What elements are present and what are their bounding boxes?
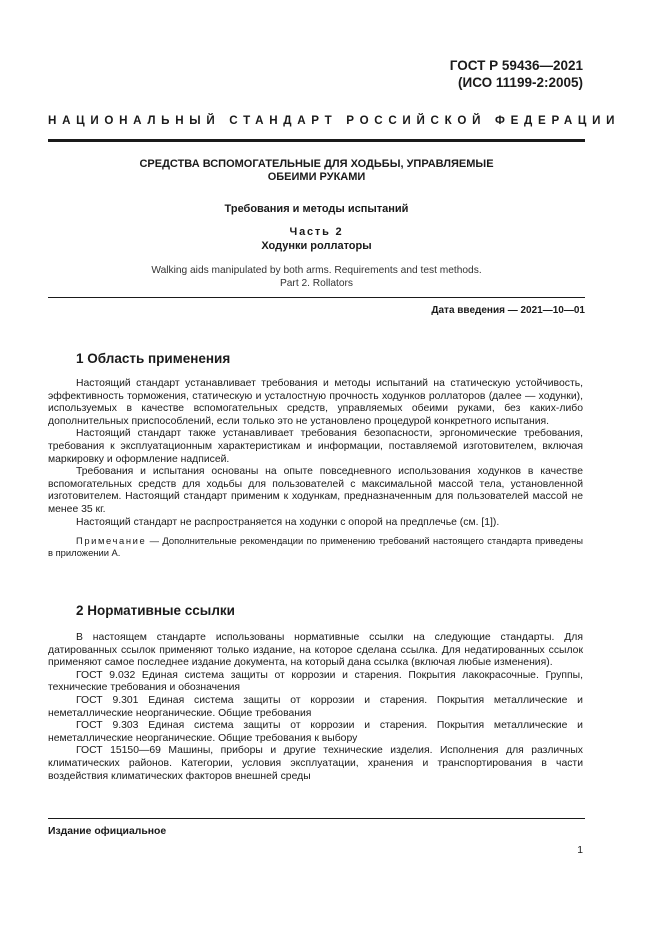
section-2-body [48,632,583,783]
standard-code-gost: ГОСТ Р 59436—2021 [449,58,583,73]
note [48,535,583,559]
part-number: Часть 2 [289,226,344,238]
note-text: — Дополнительные рекомендации по применению требований настоящего стандарта приведены в приложении А. [48,535,583,559]
reference-item: ГОСТ 9.303 Единая система защиты от коррозии и старения. Покрытия металлические и неметаллические неорганические. Общие требования к выбору [48,720,583,744]
header-divider [48,139,585,142]
paragraph: Настоящий стандарт также устанавливает требования безопасности, эргономические требования, требования к эксплуатационным характеристикам и информации, поставляемой изготовителем, включая маркировку и оформление надписей. [48,428,583,465]
english-title [48,265,585,290]
document-subtitle: Требования и методы испытаний [224,203,409,215]
reference-item: ГОСТ 9.301 Единая система защиты от коррозии и старения. Покрытия металлические и неметаллические неорганические. Общие требования [48,694,583,719]
reference-item: ГОСТ 15150—69 Машины, приборы и другие технические изделия. Исполнения для различных климатических районов. Категории, условия эксплуатации, хранения и транспортирования в части воздействия климатических факторов внешней среды [48,745,583,782]
english-title-line-2: Part 2. Rollators [279,277,354,289]
section-1-heading: 1 Область применения [76,351,231,366]
paragraph: В настоящем стандарте использованы нормативные ссылки на следующие стандарты. Для датированных ссылок применяют только издание, на которое сделана ссылка. Для недатированных ссылок применяют самое последнее издание документа, на который дана ссылка (включая любые изменения). [48,632,583,669]
note-label: Примечание [76,535,147,547]
title-line-1: СРЕДСТВА ВСПОМОГАТЕЛЬНЫЕ ДЛЯ ХОДЬБЫ, УПРАВЛЯЕМЫЕ [139,158,494,170]
part-name: Ходунки роллаторы [261,240,372,252]
page-number: 1 [577,845,583,856]
title-line-2: ОБЕИМИ РУКАМИ [267,171,366,183]
section-1-body [48,378,583,559]
paragraph: Настоящий стандарт не распространяется на ходунки с опорой на предплечье (см. [1]). [76,516,500,528]
reference-item: ГОСТ 9.032 Единая система защиты от коррозии и старения. Покрытия лакокрасочные. Группы, технические требования и обозначения [48,669,583,694]
paragraph: Настоящий стандарт устанавливает требования и методы испытаний на статическую устойчивость, эффективность торможения, статическую и усталостную прочность ходунков роллаторов (далее — ходунки), используемых в качестве вспомогательных средств, управляемых обеими руками, без каких-либо дополнительных приспособлений, если только это не установлено процедурой конкретного испытания. [48,378,583,427]
standard-code [450,57,583,91]
document-title [48,158,585,184]
national-standard-banner: НАЦИОНАЛЬНЫЙ СТАНДАРТ РОССИЙСКОЙ ФЕДЕРАЦИИ [48,114,621,127]
title-divider [48,297,585,298]
paragraph: Требования и испытания основаны на опыте повседневного использования ходунков в качестве вспомогательных средств для ходьбы для пользователей с максимальной массой тела, установленной изготовителем. Настоящий стандарт применим к ходункам, предназначенным для пользователей массой не менее 35 кг. [48,466,583,515]
section-2-heading: 2 Нормативные ссылки [76,603,235,618]
official-edition-label: Издание официальное [48,826,167,837]
introduction-date: Дата введения — 2021—10—01 [431,305,585,316]
standard-code-iso: (ИСО 11199-2:2005) [458,75,583,90]
english-title-line-1: Walking aids manipulated by both arms. Requirements and test methods. [151,265,482,276]
footer-divider [48,818,585,819]
